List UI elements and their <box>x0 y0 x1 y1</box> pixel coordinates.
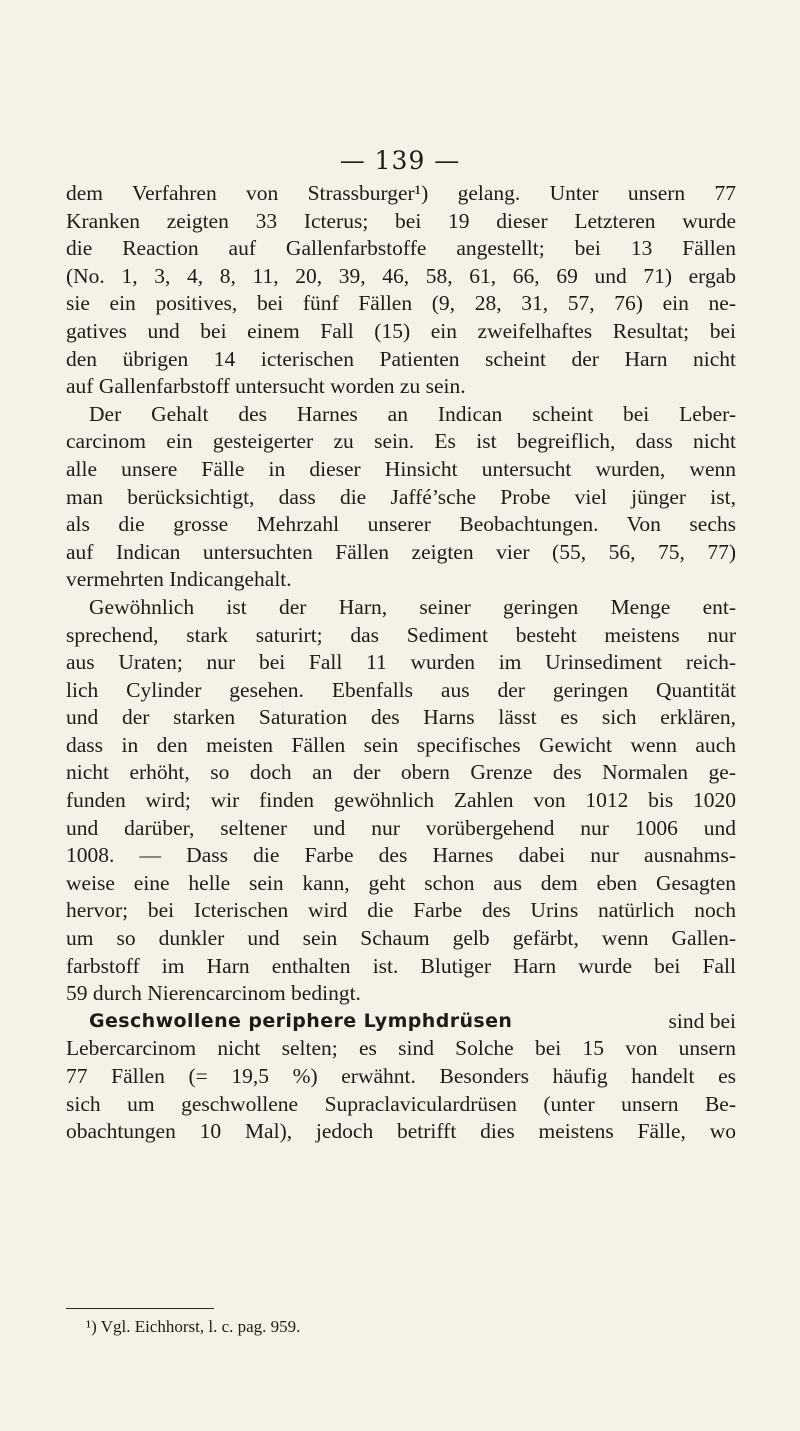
text-line: carcinom ein gesteigerter zu sein. Es ist begreiflich, dass nicht <box>66 429 736 454</box>
text-line: dass in den meisten Fällen sein specifisches Gewicht wenn auch <box>66 732 736 757</box>
text-fragment: sind bei <box>668 1008 736 1033</box>
footnote: ¹) Vgl. Eichhorst, l. c. pag. 959. <box>86 1317 301 1336</box>
footnote-rule <box>66 1308 214 1309</box>
section-heading: Geschwollene periphere Lymphdrüsen <box>89 1009 513 1032</box>
text-line: obachtungen 10 Mal), jedoch betrifft dies meistens Fälle, wo <box>66 1119 736 1144</box>
text-line: die Reaction auf Gallenfarbstoffe angestellt; bei 13 Fällen <box>66 236 736 261</box>
text-line: farbstoff im Harn enthalten ist. Blutiger Harn wurde bei Fall <box>66 953 736 978</box>
text-line: sich um geschwollene Supraclaviculardrüsen (unter unsern Be- <box>66 1091 736 1116</box>
text-line: funden wird; wir finden gewöhnlich Zahlen von 1012 bis 1020 <box>66 788 736 813</box>
text-line: auf Indican untersuchten Fällen zeigten vier (55, 56, 75, 77) <box>66 539 736 564</box>
text-line: sprechend, stark saturirt; das Sediment besteht meistens nur <box>66 622 736 647</box>
text-line: Kranken zeigten 33 Icterus; bei 19 dieser Letzteren wurde <box>66 208 736 233</box>
text-line: nicht erhöht, so doch an der obern Grenze des Normalen ge- <box>66 760 736 785</box>
text-line: lich Cylinder gesehen. Ebenfalls aus der geringen Quantität <box>66 677 736 702</box>
text-line: 1008. — Dass die Farbe des Harnes dabei nur ausnahms- <box>66 843 736 868</box>
text-line: 59 durch Nierencarcinom bedingt. <box>66 981 361 1006</box>
text-line: sie ein positives, bei fünf Fällen (9, 28, 31, 57, 76) ein ne- <box>66 291 736 316</box>
text-line: als die grosse Mehrzahl unserer Beobachtungen. Von sechs <box>66 512 736 537</box>
text-line: und der starken Saturation des Harns lässt es sich erklären, <box>66 705 736 730</box>
page-number: — 139 — <box>339 146 461 175</box>
heading-line <box>66 1008 736 1036</box>
text-line: auf Gallenfarbstoff untersucht worden zu sein. <box>66 374 466 399</box>
text-line: 77 Fällen (= 19,5 %) erwähnt. Besonders häufig handelt es <box>66 1064 736 1088</box>
text-line: den übrigen 14 icterischen Patienten scheint der Harn nicht <box>66 346 736 371</box>
text-line: Der Gehalt des Harnes an Indican scheint bei Leber- <box>89 401 736 426</box>
text-line: vermehrten Indicangehalt. <box>66 567 292 592</box>
text-line: Gewöhnlich ist der Harn, seiner geringen Menge ent- <box>89 594 736 619</box>
text-line: aus Uraten; nur bei Fall 11 wurden im Urinsediment reich- <box>66 650 736 675</box>
text-line: hervor; bei Icterischen wird die Farbe des Urins natürlich noch <box>66 898 736 923</box>
text-line: weise eine helle sein kann, geht schon aus dem eben Gesagten <box>66 870 736 895</box>
text-line: alle unsere Fälle in dieser Hinsicht untersucht wurden, wenn <box>66 456 736 481</box>
text-line: man berücksichtigt, dass die Jaffé’sche Probe viel jünger ist, <box>66 484 736 509</box>
body-text <box>66 180 736 1146</box>
text-line: um so dunkler und sein Schaum gelb gefärbt, wenn Gallen- <box>66 926 736 951</box>
text-line: gatives und bei einem Fall (15) ein zweifelhaftes Resultat; bei <box>66 318 736 343</box>
text-line: dem Verfahren von Strassburger¹) gelang. Unter unsern 77 <box>66 181 736 205</box>
text-line: (No. 1, 3, 4, 8, 11, 20, 39, 46, 58, 61, 66, 69 und 71) ergab <box>66 263 736 288</box>
text-line: Lebercarcinom nicht selten; es sind Solche bei 15 von unsern <box>66 1036 736 1061</box>
text-line: und darüber, seltener und nur vorübergehend nur 1006 und <box>66 815 736 840</box>
